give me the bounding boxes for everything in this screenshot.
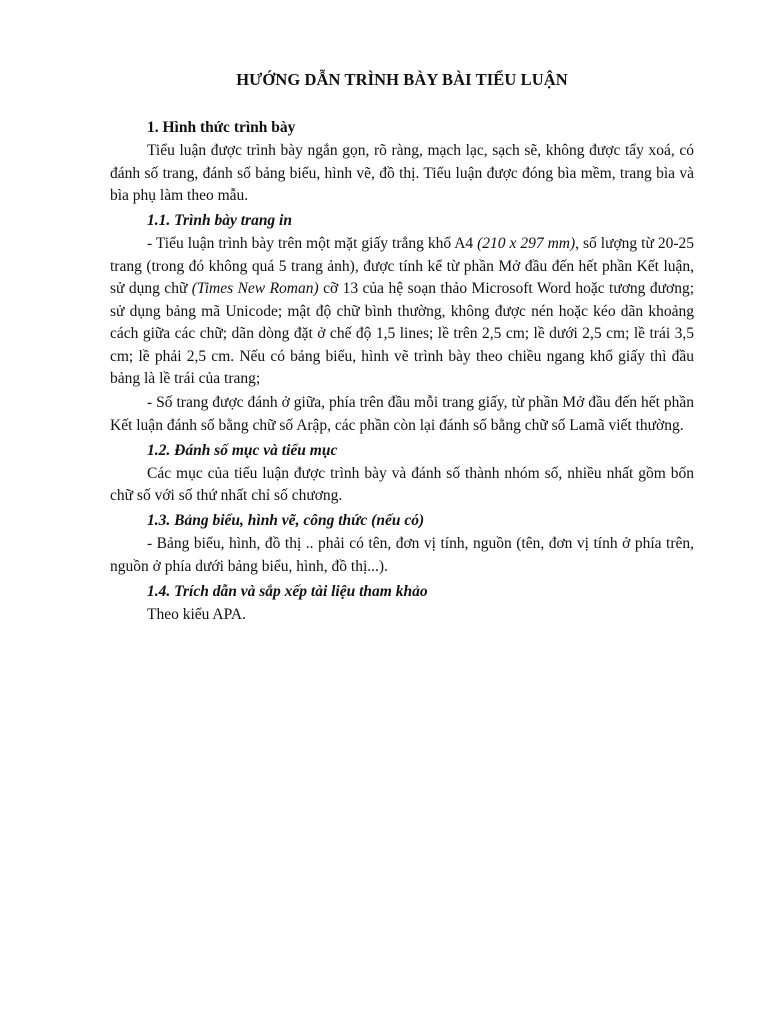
subsection-1-1-paragraph-2: - Số trang được đánh ở giữa, phía trên đầu mỗi trang giấy, từ phần Mở đầu đến hết phần Kết luận đánh số bằng chữ số Arập, các phần còn lại đánh số bằng chữ số Lamã viết thường. [110,394,694,434]
subsection-1-1-paragraph-1 [110,233,694,391]
text-run: cỡ 13 của hệ soạn thảo Microsoft Word hoặc tương đương; sử dụng bảng mã Unicode; mật độ chữ bình thường, không được nén hoặc kéo dãn khoảng cách giữa các chữ; dãn dòng đặt ở chế độ 1,5 lines; lề trên 2,5 cm; lề dưới 2,5 cm; lề trái 3,5 cm; lề phải 2,5 cm. Nếu có bảng biểu, hình vẽ trình bày theo chiều ngang khổ giấy thì đầu bảng là lề trái của trang; [110,280,695,387]
subsection-heading-1-1: 1.1. Trình bày trang in [147,212,292,229]
subsection-heading-1-2: 1.2. Đánh số mục và tiểu mục [147,441,338,459]
text-run: , số lượng từ 20-25 trang (trong đó không quá 5 trang ảnh), được tính kể từ phần Mở đầu đến hết phần Kết luận, sử dụng chữ [110,235,695,297]
section-heading-1: 1. Hình thức trình bày [147,119,296,136]
subsection-heading-1-4: 1.4. Trích dẫn và sắp xếp tài liệu tham khảo [147,582,428,600]
subsection-1-3-paragraph: - Bảng biểu, hình, đồ thị .. phải có tên, đơn vị tính, nguồn (tên, đơn vị tính ở phía trên, nguồn ở phía dưới bảng biểu, hình, đồ thị...). [110,535,694,575]
section-1-intro: Tiểu luận được trình bày ngắn gọn, rõ ràng, mạch lạc, sạch sẽ, không được tẩy xoá, có đánh số trang, đánh số bảng biểu, hình vẽ, đồ thị. Tiểu luận được đóng bìa mềm, trang bìa và bìa phụ làm theo mẫu. [110,142,694,204]
subsection-1-4-paragraph: Theo kiểu APA. [147,605,246,623]
document-page [110,70,694,628]
subsection-1-2-paragraph: Các mục của tiểu luận được trình bày và đánh số thành nhóm số, nhiều nhất gồm bốn chữ số với số thứ nhất chỉ số chương. [110,464,694,504]
font-name-italic: (Times New Roman) [191,280,319,297]
paper-size-italic: (210 x 297 mm) [477,235,576,252]
document-title: HƯỚNG DẪN TRÌNH BÀY BÀI TIỂU LUẬN [236,70,568,89]
text-run: - Tiểu luận trình bày trên một mặt giấy trắng khổ A4 [147,235,478,252]
subsection-heading-1-3: 1.3. Bảng biểu, hình vẽ, công thức (nếu có) [147,512,425,529]
